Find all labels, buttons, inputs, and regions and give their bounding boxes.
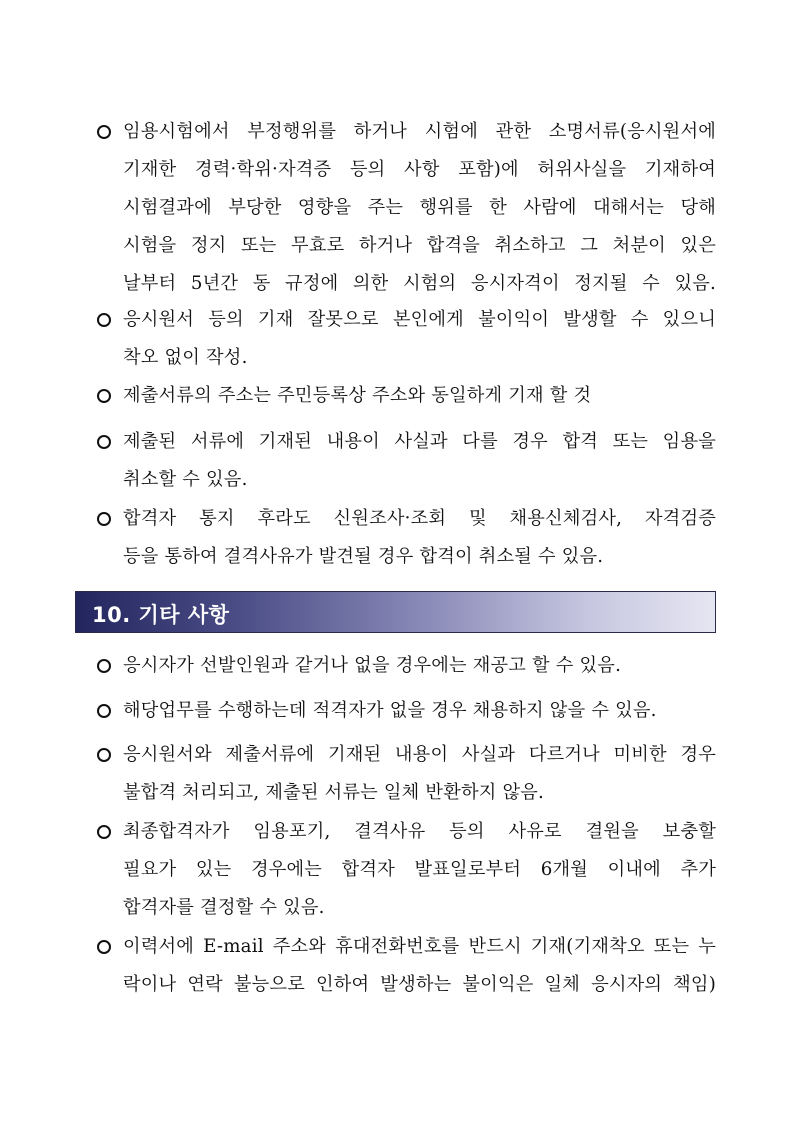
item-text-line: 합격자 통지 후라도 신원조사·조회 및 채용신체검사, 자격검증: [123, 508, 716, 529]
item-text-line: 이력서에 E-mail 주소와 휴대전화번호를 반드시 기재(기재착오 또는 누: [123, 936, 716, 957]
item-text-line: 응시자가 선발인원과 같거나 없을 경우에는 재공고 할 수 있음.: [123, 655, 622, 676]
item-text-line: 착오 없이 작성.: [123, 347, 248, 368]
item-text-line: 임용시험에서 부정행위를 하거나 시험에 관한 소명서류(응시원서에: [123, 121, 716, 142]
item-text-line: 해당업무를 수행하는데 적격자가 없을 경우 채용하지 않을 수 있음.: [123, 700, 657, 721]
item-text-line: 불합격 처리되고, 제출된 서류는 일체 반환하지 않음.: [123, 782, 545, 803]
item-text-line: 취소할 수 있음.: [123, 469, 248, 490]
item-text-line: 락이나 연락 불능으로 인하여 발생하는 불이익은 일체 응시자의 책임): [123, 974, 716, 995]
circle-bullet-icon: [97, 659, 111, 673]
item-text-line: 시험을 정지 또는 무효로 하거나 합격을 취소하고 그 처분이 있은: [123, 235, 716, 256]
circle-bullet-icon: [97, 748, 111, 762]
item-text-line: 필요가 있는 경우에는 합격자 발표일로부터 6개월 이내에 추가: [123, 859, 716, 880]
item-text-line: 날부터 5년간 동 규정에 의한 시험의 응시자격이 정지될 수 있음.: [123, 273, 716, 294]
item-text-line: 최종합격자가 임용포기, 결격사유 등의 사유로 결원을 보충할: [123, 821, 716, 842]
item-text-line: 시험결과에 부당한 영향을 주는 행위를 한 사람에 대해서는 당해: [123, 197, 716, 218]
circle-bullet-icon: [97, 435, 111, 449]
item-text-line: 등을 통하여 결격사유가 발견될 경우 합격이 취소될 수 있음.: [123, 546, 604, 567]
circle-bullet-icon: [97, 313, 111, 327]
circle-bullet-icon: [97, 825, 111, 839]
section-title: 10. 기타 사항: [92, 603, 230, 627]
item-text-line: 기재한 경력·학위·자격증 등의 사항 포함)에 허위사실을 기재하여: [123, 159, 716, 180]
circle-bullet-icon: [97, 704, 111, 718]
section-header-bar: [75, 591, 716, 633]
circle-bullet-icon: [97, 512, 111, 526]
circle-bullet-icon: [97, 389, 111, 403]
item-text-line: 제출된 서류에 기재된 내용이 사실과 다를 경우 합격 또는 임용을: [123, 431, 716, 452]
circle-bullet-icon: [97, 125, 111, 139]
item-text-line: 합격자를 결정할 수 있음.: [123, 897, 325, 918]
circle-bullet-icon: [97, 940, 111, 954]
item-text-line: 응시원서 등의 기재 잘못으로 본인에게 불이익이 발생할 수 있으니: [123, 309, 716, 330]
item-text-line: 응시원서와 제출서류에 기재된 내용이 사실과 다르거나 미비한 경우: [123, 744, 716, 765]
item-text-line: 제출서류의 주소는 주민등록상 주소와 동일하게 기재 할 것: [123, 385, 592, 406]
